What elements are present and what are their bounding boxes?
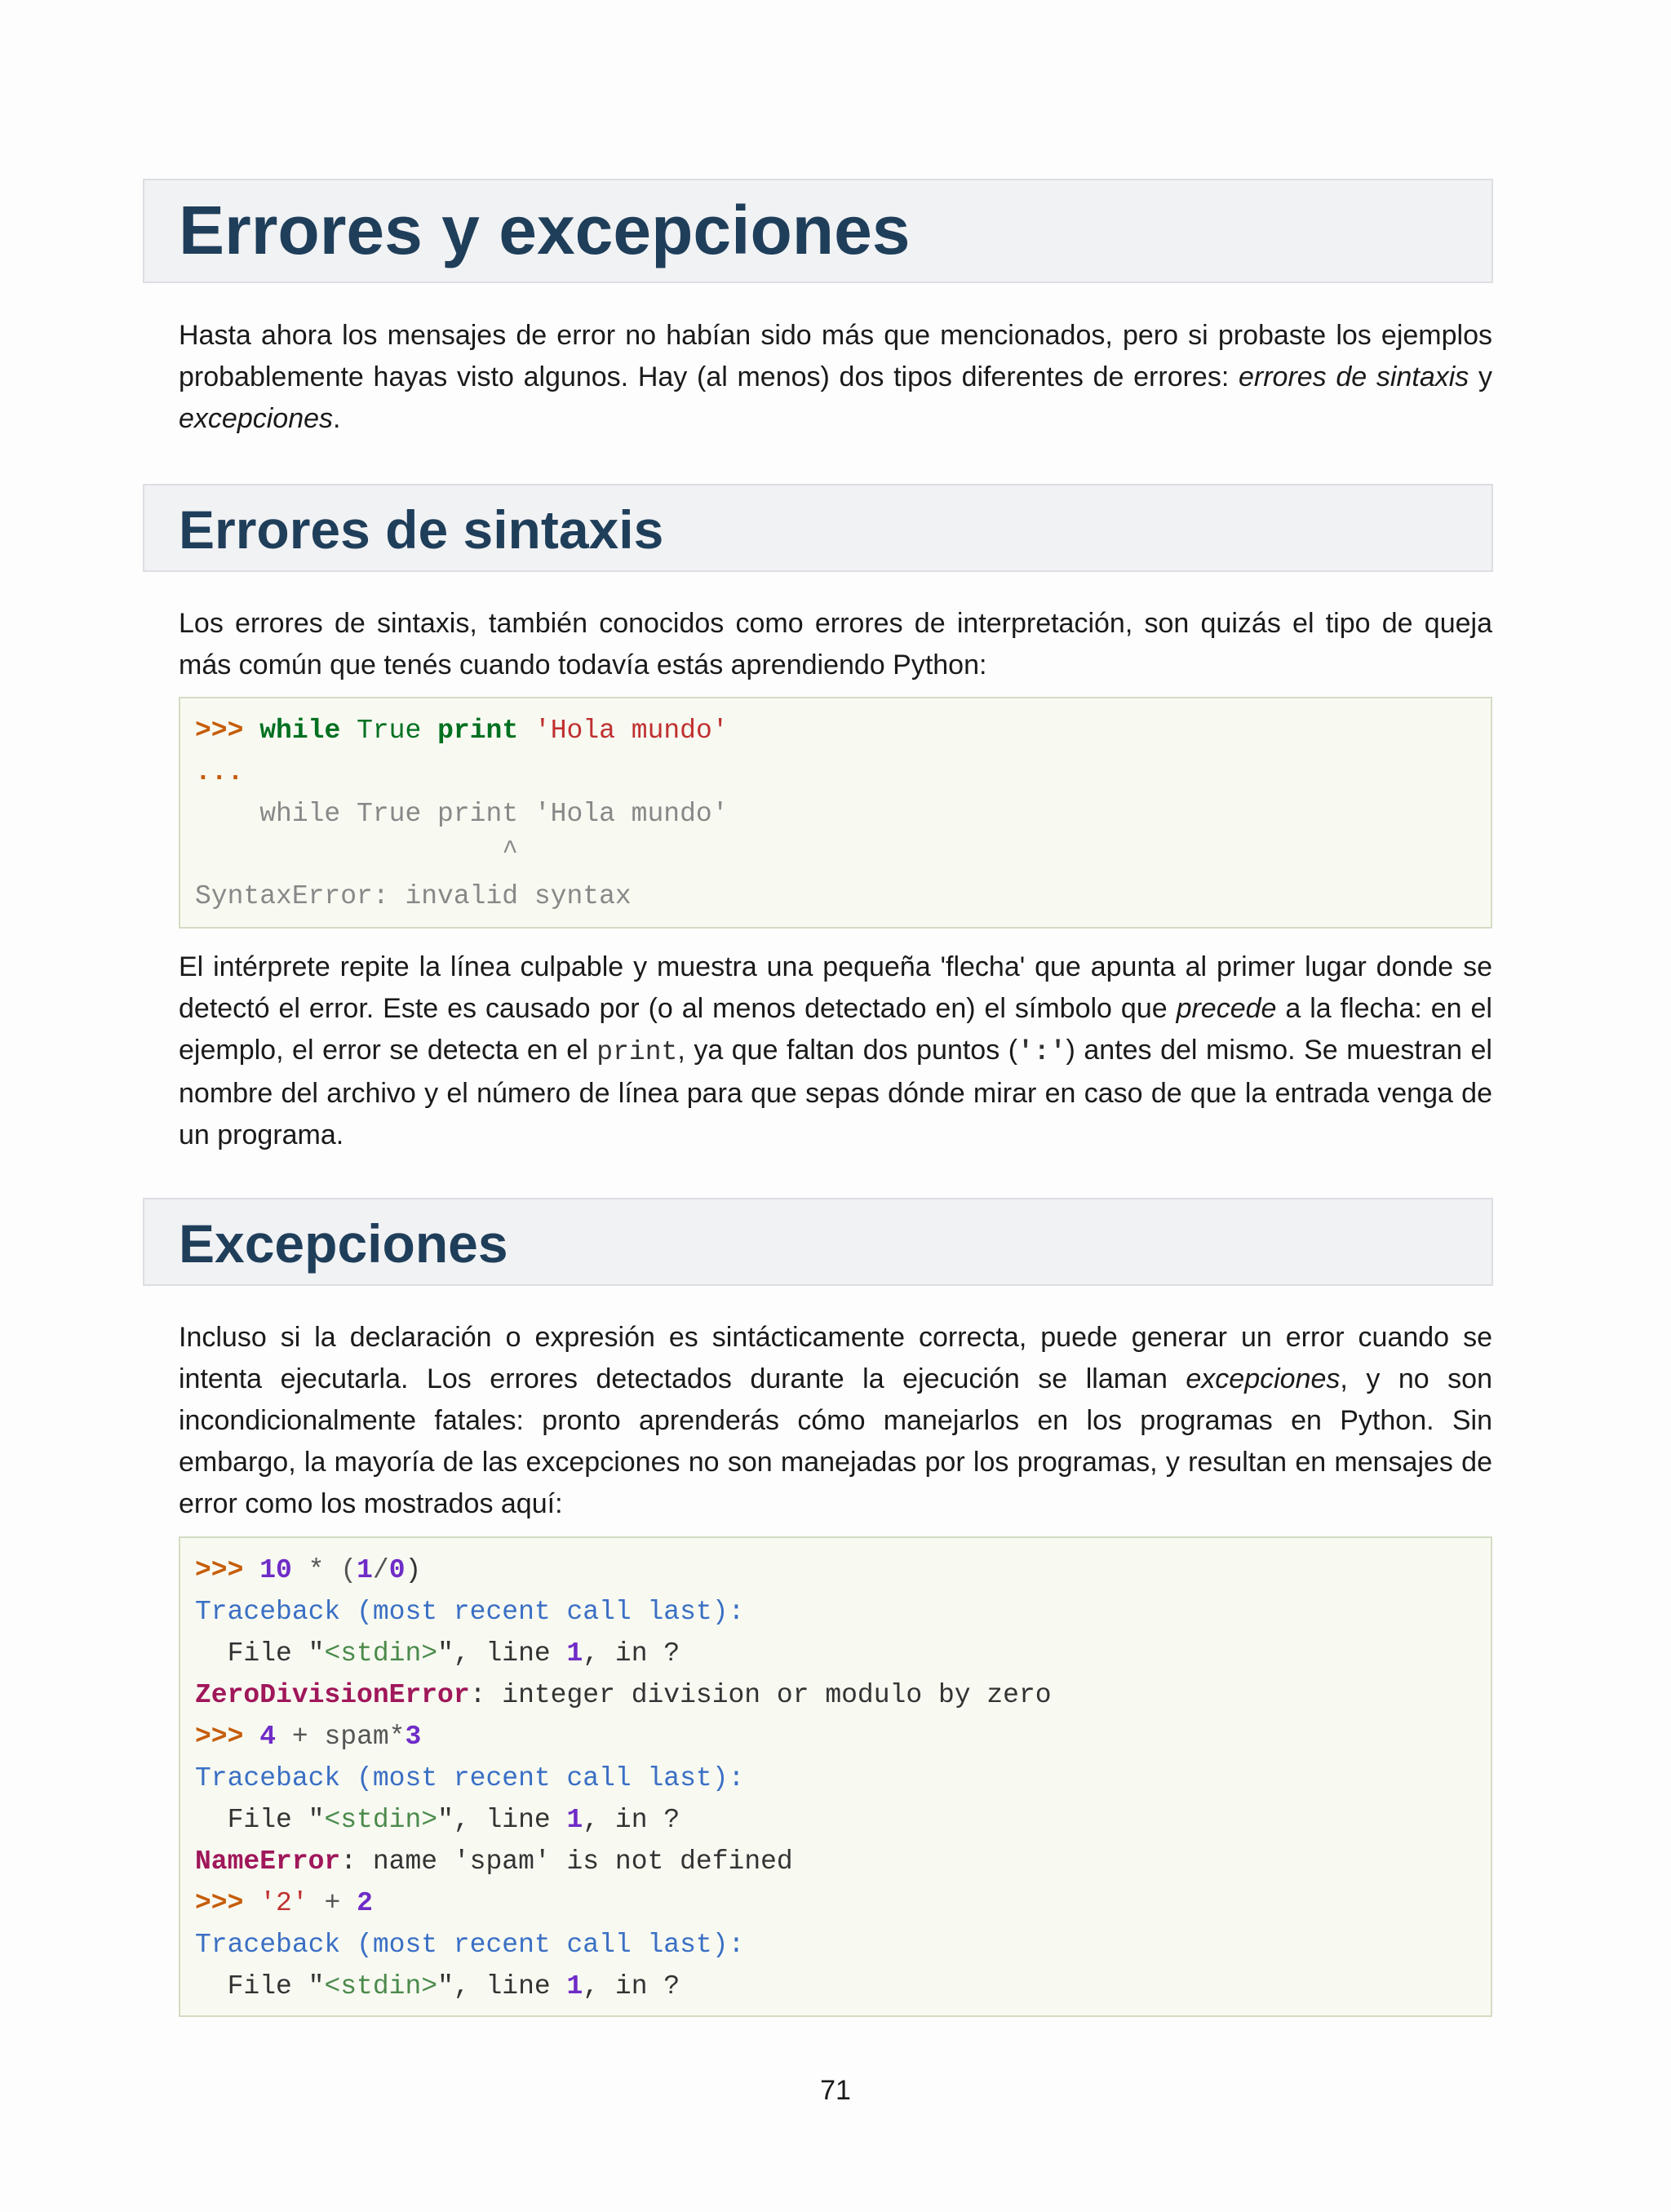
code-number: 0 xyxy=(388,1555,406,1585)
code-text: ", line xyxy=(437,1805,567,1835)
code-traceback: Traceback (most recent call last): xyxy=(195,1597,745,1627)
code-number: 1 xyxy=(357,1555,373,1585)
code-string: 'Hola mundo' xyxy=(534,716,729,746)
section-heading-box xyxy=(143,484,1493,572)
explain-text: a la flecha: en el ejemplo, el error se detecta en el xyxy=(179,993,1492,1066)
code-exception-name: ZeroDivisionError xyxy=(195,1680,470,1710)
code-builtin: True xyxy=(357,716,422,746)
code-prompt: >>> xyxy=(195,1555,244,1585)
code-text: File " xyxy=(195,1805,325,1835)
code-block-syntax xyxy=(179,697,1492,929)
section-heading-box xyxy=(143,1198,1493,1286)
code-text: , in ? xyxy=(583,1971,680,2001)
code-number: 10 xyxy=(259,1555,292,1585)
code-operator: / xyxy=(372,1555,389,1585)
code-keyword: while xyxy=(259,716,341,746)
code-text: ", line xyxy=(437,1638,567,1669)
code-string: '2' xyxy=(259,1888,308,1918)
explain-text: ) antes del mismo. Se muestran el nombre del archivo y el número de línea para que sepas dónde mirar en caso de que la entrada venga de un programa. xyxy=(179,1035,1492,1150)
code-traceback: Traceback (most recent call last): xyxy=(195,1763,745,1793)
inline-code-literal: ':' xyxy=(1017,1037,1066,1067)
code-keyword: print xyxy=(437,716,519,746)
code-exception-msg: : integer division or modulo by zero xyxy=(469,1680,1052,1710)
code-line xyxy=(195,1882,1476,1924)
code-filename: <stdin> xyxy=(324,1971,438,2001)
code-line-caret: ^ xyxy=(195,836,519,867)
inline-code: print xyxy=(596,1037,678,1067)
code-text: ", line xyxy=(437,1971,567,2001)
intro-text: Hasta ahora los mensajes de error no habían sido más que mencionados, pero si probaste los ejemplos probablemente hayas visto algunos. Hay (al menos) dos tipos diferentes de errores: xyxy=(179,320,1492,392)
page-number: 71 xyxy=(820,2075,851,2106)
code-punct: ) xyxy=(405,1555,422,1585)
code-prompt: >>> xyxy=(195,716,244,746)
page-title: Errores y excepciones xyxy=(179,192,911,268)
code-number: 1 xyxy=(566,1971,583,2001)
code-text: , in ? xyxy=(583,1638,680,1669)
code-line xyxy=(195,1716,1476,1758)
intro-emphasis-syntax: errores de sintaxis xyxy=(1238,361,1469,392)
explain-emphasis: precede xyxy=(1176,993,1277,1024)
intro-paragraph xyxy=(179,315,1492,440)
code-number: 1 xyxy=(566,1638,583,1669)
code-number: 2 xyxy=(357,1888,373,1918)
code-operator: + xyxy=(308,1888,357,1918)
code-filename: <stdin> xyxy=(324,1805,438,1835)
code-number: 1 xyxy=(566,1805,583,1835)
exceptions-text: Incluso si la declaración o expresión es sintácticamente correcta, puede generar un error cuando se intenta ejecutarla. Los errores detectados durante la ejecución se llaman xyxy=(179,1322,1492,1394)
code-traceback: Traceback (most recent call last): xyxy=(195,1930,745,1960)
code-line xyxy=(195,710,1476,751)
code-exception-line xyxy=(195,1674,1476,1716)
intro-emphasis-exceptions: excepciones xyxy=(179,403,334,434)
code-line-error: SyntaxError: invalid syntax xyxy=(195,881,632,911)
title-box xyxy=(143,179,1493,283)
code-exception-line xyxy=(195,1841,1476,1882)
code-number: 4 xyxy=(259,1722,277,1752)
code-filename: <stdin> xyxy=(324,1638,438,1669)
code-exception-name: NameError xyxy=(195,1846,341,1877)
explain-text: El intérprete repite la línea culpable y muestra una pequeña 'flecha' que apunta al primer lugar donde se detectó el error. Este es causado por (o al menos detectado en) el símbolo que xyxy=(179,951,1492,1024)
code-file-line xyxy=(195,1633,1476,1674)
intro-text: y xyxy=(1469,361,1492,392)
intro-text: . xyxy=(333,403,341,434)
exceptions-paragraph xyxy=(179,1317,1492,1525)
code-text: , in ? xyxy=(583,1805,680,1835)
code-number: 3 xyxy=(405,1722,422,1752)
syntax-paragraph: Los errores de sintaxis, también conocidos como errores de interpretación, son quizás el tipo de queja más común que tenés cuando todavía estás aprendiendo Python: xyxy=(179,608,1492,680)
exceptions-text: , y no son incondicionalmente fatales: pronto aprenderás cómo manejarlos en los programas en Python. Sin embargo, la mayoría de las excepciones no son manejadas por los programas, y resultan en mensajes de error como los mostrados aquí: xyxy=(179,1363,1492,1519)
code-prompt: >>> xyxy=(195,1888,244,1918)
code-line xyxy=(195,751,1476,793)
code-operator: * ( xyxy=(291,1555,357,1585)
code-exception-msg: : name 'spam' is not defined xyxy=(340,1846,793,1877)
explain-text: , ya que faltan dos puntos ( xyxy=(677,1035,1018,1066)
code-continuation: ... xyxy=(195,757,244,787)
section-heading-syntax: Errores de sintaxis xyxy=(179,499,664,560)
code-text: File " xyxy=(195,1971,325,2001)
code-file-line xyxy=(195,1799,1476,1841)
code-text: File " xyxy=(195,1638,325,1669)
section-heading-exceptions: Excepciones xyxy=(179,1213,508,1274)
code-line-output: while True print 'Hola mundo' xyxy=(195,799,729,829)
code-file-line xyxy=(195,1966,1476,2007)
exceptions-emphasis: excepciones xyxy=(1186,1363,1341,1394)
code-operator: + spam* xyxy=(276,1722,406,1752)
code-block-exceptions xyxy=(179,1536,1492,2017)
code-line xyxy=(195,1549,1476,1591)
explain-paragraph xyxy=(179,946,1492,1156)
code-prompt: >>> xyxy=(195,1722,244,1752)
